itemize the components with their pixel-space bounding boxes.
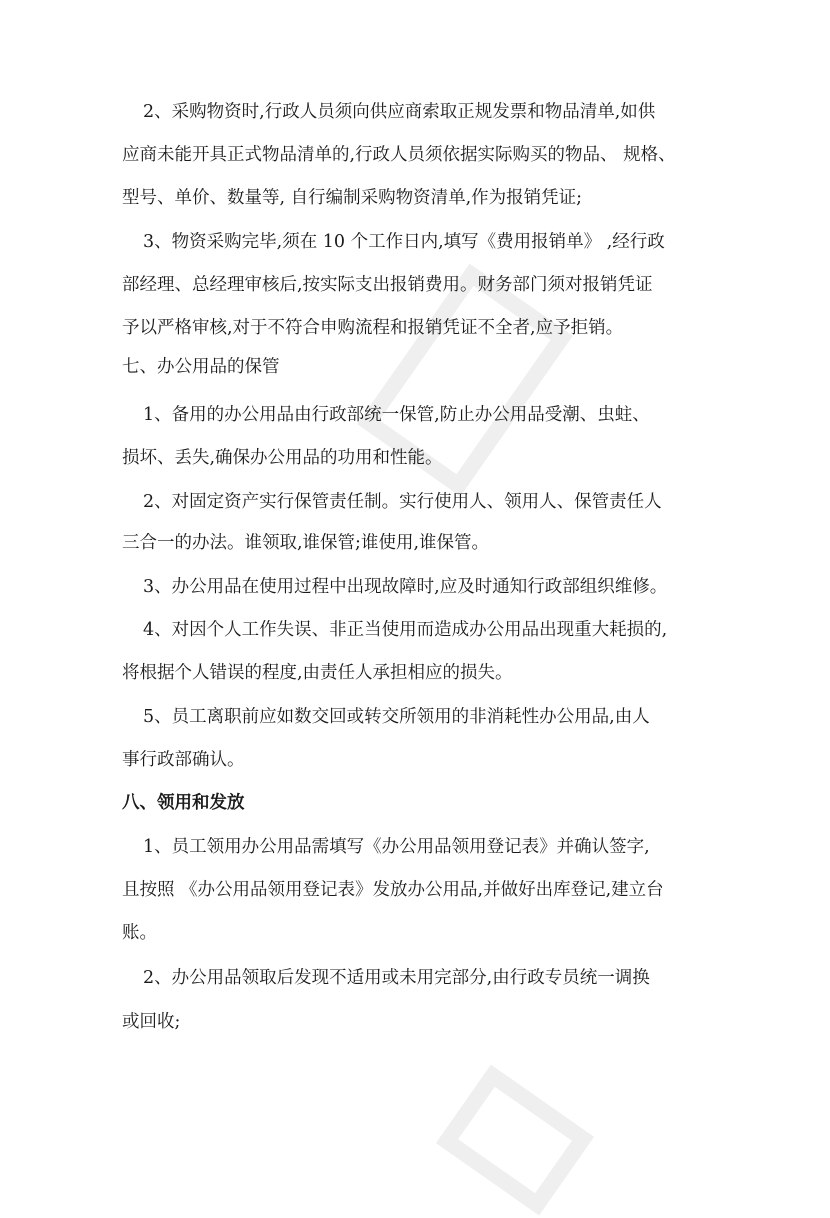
watermark-logo xyxy=(433,1062,597,1218)
paragraph-line: 部经理、总经理审核后,按实际支出报销费用。财务部门须对报销凭证 xyxy=(122,275,653,295)
section-heading: 七、办公用品的保管 xyxy=(122,357,280,377)
paragraph-line: 应商未能开具正式物品清单的,行政人员须依据实际购买的物品、 规格、 xyxy=(122,145,676,165)
paragraph-line: 予以严格审核,对于不符合申购流程和报销凭证不全者,应予拒销。 xyxy=(122,318,624,338)
paragraph-line: 或回收; xyxy=(122,1012,181,1032)
paragraph-line: 事行政部确认。 xyxy=(122,750,245,770)
paragraph-line: 三合一的办法。谁领取,谁保管;谁使用,谁保管。 xyxy=(122,533,490,553)
paragraph-line: 4、对因个人工作失误、非正当使用而造成办公用品出现重大耗损的, xyxy=(143,620,668,640)
paragraph-line: 1、员工领用办公用品需填写《办公用品领用登记表》并确认签字, xyxy=(143,837,650,857)
paragraph-line: 损坏、丢失,确保办公用品的功用和性能。 xyxy=(122,448,443,468)
paragraph-line: 型号、单价、数量等, 自行编制采购物资清单,作为报销凭证; xyxy=(122,188,583,208)
paragraph-line: 2、办公用品领取后发现不适用或未用完部分,由行政专员统一调换 xyxy=(143,968,650,988)
paragraph-line: 2、对固定资产实行保管责任制。实行使用人、领用人、保管责任人 xyxy=(143,492,662,512)
paragraph-line: 将根据个人错误的程度,由责任人承担相应的损失。 xyxy=(122,663,513,683)
paragraph-line: 账。 xyxy=(122,923,157,943)
paragraph-line: 2、采购物资时,行政人员须向供应商索取正规发票和物品清单,如供 xyxy=(143,102,656,122)
paragraph-line: 且按照 《办公用品领用登记表》发放办公用品,并做好出库登记,建立台 xyxy=(122,880,664,900)
paragraph-line: 3、办公用品在使用过程中出现故障时,应及时通知行政部组织维修。 xyxy=(143,577,668,597)
paragraph-line: 3、物资采购完毕,须在 10 个工作日内,填写《费用报销单》 ,经行政 xyxy=(143,232,665,252)
paragraph-line: 1、备用的办公用品由行政部统一保管,防止办公用品受潮、虫蛀、 xyxy=(143,405,650,425)
paragraph-line: 5、员工离职前应如数交回或转交所领用的非消耗性办公用品,由人 xyxy=(143,707,650,727)
section-heading: 八、领用和发放 xyxy=(122,793,245,813)
